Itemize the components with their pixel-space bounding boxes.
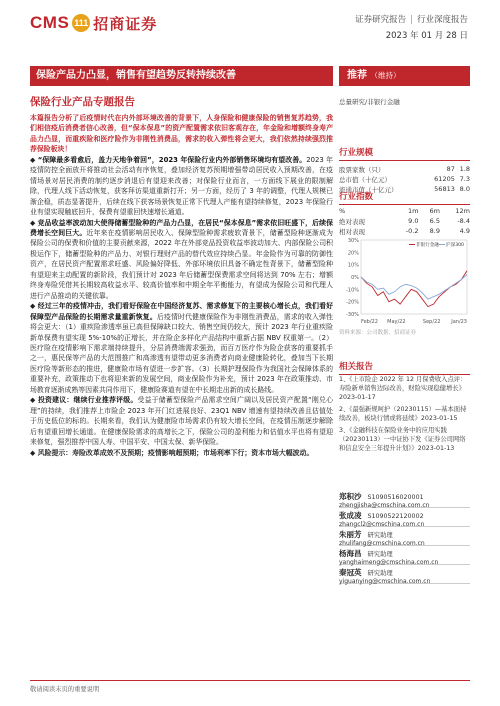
body-paragraph-2: ◆ 竞品收益率波动加大使得储蓄型险种的产品力凸显，在居民“保本保息”需求依旧旺盛下，后续保费增长空间巨大。近年来在疫情影响居民收入、保障型险种需求疲软背景下，储蓄型险种逐渐成为保险公司的保费和价值的主要贡献来源，2022 年在外部竞品投资收益率波动加大、内部保险公司积极运作下，储蓄型险种的产品力、对银行理财产品的替代效应持续凸显。年金险作为可靠的防御性资产，在居民资产配置需求旺盛、风险偏好降低、外部环境依旧具备不确定性背景下，储蓄型险种有望迎来主动配置的新阶段，我们预计对 2023 年后储蓄型保费需求空间将达到 70% 左右；增额终身寿险凭借其长期较高收益水平、较高价值率和中期全年平衡能力，有望成为保险公司和代理人进行产品推动的关键依靠。 <box>30 218 334 300</box>
chart-source: 资料来源：公司数据、招商证券 <box>339 330 417 336</box>
analyst-email[interactable]: yiguanying@cmschina.com.cn <box>339 578 431 585</box>
rating-badge <box>339 66 470 86</box>
perf-row: 绝对表现 9.0 6.5 -8.4 <box>339 217 470 226</box>
body-paragraph-3: ◆ 经过三年的疫情冲击，我们看好保险在中国经济复苏、需求修复下的主要核心增长点，我们看好保障型产品保险的长期需求量重新恢复。后疫情时代健康保险作为非刚性消费品，需求的收入弹性将会更大：（1）重疾险渗透率虽已高但保障缺口较大、销售空间仍较大，预计 2023 年行业重疾险新单保费有望实现 5%-10%的正增长，并在险企多样化产品结构中重新占据 NBV 权重第一。（2）医疗险在疫情影响下需求端持续提升，分层消费端需求强劲，而百万医疗作为险企获客的重要抓手之一，惠民保等产品的大范围推广和高渗透有望带动更多消费者向商业健康险转化，叠加当下长期医疗险等新形态的推进，健康险市场有望进一步扩容。（3）长期护理保险作为我国社会保障体系的重要补充，政策推动下也将迎来新的发展空间，商业保险作为补充，预计 2023 年在政策推动、市场教育逐渐成熟等因素共同作用下，健康险赛道有望在中长期走出新的成长路线。 <box>30 302 334 394</box>
scale-row: 股票家数（只） 87 1.8 <box>339 165 470 174</box>
doc-type-label: 证券研究报告 <box>355 15 407 25</box>
index-chart-svg <box>339 236 470 326</box>
perf-row: 相对表现 -0.2 8.9 4.9 <box>339 227 470 236</box>
risk-warning: ◆ 风险提示：寿险改革成效不及预期；疫情影响超预期；市场利率下行；资本市场大幅波动。 <box>30 448 314 457</box>
x-tick-label: May/22 <box>387 319 406 325</box>
perf-table <box>339 206 470 236</box>
brand-logo <box>30 12 157 34</box>
logo-badge-icon: 111 <box>72 14 90 32</box>
scale-row: 流通市值（十亿元） 56813 8.0 <box>339 185 470 194</box>
perf-header-row: % 1m 6m 12m <box>339 207 470 215</box>
x-tick-label: Feb/22 <box>361 319 378 325</box>
analyst-email[interactable]: zhangcl2@cmschina.com.cn <box>339 521 425 528</box>
sector-label: 总量研究/非银行金融 <box>339 98 400 106</box>
footer-divider <box>30 680 470 681</box>
paragraph-1-lead: “保障最多看愈后，盖力天地争着回”，2023 年保险行业内外部销售环境均有望改善。 <box>37 155 307 164</box>
body-paragraph-1: ◆ “保障最多看愈后，盖力天地争着回”，2023 年保险行业内外部销售环境均有望改善。2023 年疫情防控全面放开将推动社会活动有序恢复，叠加经济复苏预期增强带动居民收入预期改善，在疫情场景对居民消费的制约逐步消退后有望迎来改善；对保险行业而言，一方面线下展业的限制解除，代理人线下活动恢复，获客拜访渠道重新打开；另一方面，经历了 3 年的调整，代理人规模已渐企稳，质态显著提升，后续在线下获客场景恢复正常下代理人产能有望持续修复，2023 年保险行业有望实现触底回升，保费有望重回快速增长通道。 <box>30 155 333 217</box>
logo-cms-text: CMS <box>30 13 70 32</box>
analyst-entry: 张成凌 S1090522120002 zhangcl2@cmschina.com.cn <box>339 508 470 527</box>
rating-sub: （维持） <box>370 71 401 80</box>
x-tick-label: Sep/22 <box>422 319 441 325</box>
related-reports <box>339 375 470 456</box>
rating-label: 推荐 <box>347 70 367 81</box>
risk-label: 风险提示： <box>37 448 73 457</box>
footer-note: 敬请阅读末页的重要说明 <box>30 686 100 693</box>
logo-cn-text: 招商证券 <box>93 14 158 33</box>
main-body <box>30 113 333 458</box>
report-item[interactable]: 2、《最强新规呵护（20230115）—基本面持续改善，板块行情或将延续》2023-01-15 <box>339 406 467 422</box>
paragraph-4-text: 受益于储蓄型保险产品需求空间广阔以及居民资产配置“刚兑心理”的持续，我们推荐上市险企 2023 年开门红进展良好、23Q1 NBV 增速有望持续改善且估值处于历史低位的标的。长期来看，我们认为健康险市场需求仍有较大增长空间，在疫情压制逐步解除后有望重回增长通道。在健康保险需求的高增长之下，保险公司的盈利能力和估值水平也将有望迎来修复，强烈推荐中国人寿、中国平安、中国太保、新华保险。 <box>30 396 333 447</box>
y-tick-label: -10% <box>346 287 359 294</box>
analyst-email[interactable]: zhengjisha@cmschina.com.cn <box>339 502 430 509</box>
analyst-entry: 秦冠英 研究助理 yiguanying@cmschina.com.cn <box>339 565 470 584</box>
y-tick-label: 10% <box>347 262 359 269</box>
index-chart <box>339 236 470 326</box>
body-paragraph-4: ◆ 投资建议：继续行业推荐评级。受益于储蓄型保险产品需求空间广阔以及居民资产配置“刚兑心理”的持续，我们推荐上市险企 2023 年开门红进展良好、23Q1 NBV 增速有望持续改善且估值处于历史低位的标的。长期来看，我们认为健康险市场需求仍有较大增长空间，在疫情压制逐步解除后有望重回增长通道。在健康保险需求的高增长之下，保险公司的盈利能力和估值水平也将有望迎来修复，强烈推荐中国人寿、中国平安、中国太保、新华保险。 <box>30 396 333 447</box>
y-tick-label: 30% <box>347 238 359 244</box>
plot-frame <box>361 240 467 314</box>
paragraph-3-text: 后疫情时代健康保险作为非刚性消费品，需求的收入弹性将会更大：（1）重疾险渗透率虽已高但保障缺口较大、销售空间仍较大，预计 2023 年行业重疾险新单保费有望实现 5%-10%的正增长，并在险企多样化产品结构中重新占据 NBV 权重第一。（2）医疗险在疫情影响下需求端持续提升，分层消费端需求强劲，而百万医疗作为险企获客的重要抓手之一，惠民保等产品的大范围推广和高渗透有望带动更多消费者向商业健康险转化，叠加当下长期医疗险等新形态的推进，健康险市场有望进一步扩容。（3）长期护理保险作为我国社会保障体系的重要补充，政策推动下也将迎来新的发展空间，商业保险作为补充，预计 2023 年在政策推动、市场教育逐渐成熟等因素共同作用下，健康险赛道有望在中长期走出新的成长路线。 <box>30 312 334 394</box>
report-date: 2023 年 01 月 28 日 <box>385 31 468 41</box>
analyst-entry: 朱丽芳 研究助理 zhulifang@cmschina.com.cn <box>339 527 470 546</box>
doc-subtype-label: 行业深度报告 <box>416 15 468 25</box>
risk-text: 寿险改革成效不及预期；疫情影响超预期；市场利率下行；资本市场大幅波动。 <box>72 448 314 457</box>
report-subtitle: 保险行业产品专题报告 <box>30 96 135 108</box>
paragraph-2-text: 近年来在疫情影响居民收入、保障型险种需求疲软背景下，储蓄型险种逐渐成为保险公司的保费和价值的主要贡献来源，2022 年在外部竞品投资收益率波动加大、内部保险公司积极运作下，储蓄型险种的产品力、对银行理财产品的替代效应持续凸显。年金险作为可靠的防御性资产，在居民资产配置需求旺盛、风险偏好降低、外部环境依旧具备不确定性背景下，储蓄型险种有望迎来主动配置的新阶段，我们预计对 2023 年后储蓄型保费需求空间将达到 70% 左右；增额终身寿险凭借其长期较高收益水平、较高价值率和中期全年平衡能力，有望成为保险公司和代理人进行产品推动的关键依靠。 <box>30 228 334 300</box>
reports-heading: 相关报告 <box>339 360 470 375</box>
scale-row: 总市值（十亿元） 61205 7.3 <box>339 175 470 184</box>
scale-heading: 行业规模 <box>339 146 470 161</box>
y-tick-label: 20% <box>347 250 359 257</box>
analyst-list <box>339 489 470 584</box>
analyst-email[interactable]: zhulifang@cmschina.com.cn <box>339 540 425 547</box>
paragraph-3-lead: 经过三年的疫情冲击，我们看好保险在中国经济复苏、需求修复下的主要核心增长点，我们看好保障型产品保险的长期需求量重新恢复。 <box>30 302 333 321</box>
paragraph-1-text: 2023 年疫情防控全面放开将推动社会活动有序恢复，叠加经济复苏预期增强带动居民收入预期改善，在疫情场景对居民消费的制约逐步消退后有望迎来改善；对保险行业而言，一方面线下展业的限制解除，代理人线下活动恢复，获客拜访渠道重新打开；另一方面，经历了 3 年的调整，代理人规模已渐企稳，质态显著提升，后续在线下获客场景恢复正常下代理人产能有望持续修复，2023 年保险行业有望实现触底回升，保费有望重回快速增长通道。 <box>30 155 333 217</box>
perf-heading: 行业指数 <box>339 190 470 205</box>
analyst-email[interactable]: yanghaimeng@cmschina.com.cn <box>339 559 439 566</box>
report-item[interactable]: 3、《金融科技在保险业务中的应用实践（20230113）一中证协下发《证券公司网络和信息安全三年提升计划》》2023-01-13 <box>339 427 466 452</box>
paragraph-2-lead: 竞品收益率波动加大使得储蓄型险种的产品力凸显，在居民“保本保息”需求依旧旺盛下，后续保费增长空间巨大。 <box>30 218 333 237</box>
y-tick-label: -20% <box>346 299 359 306</box>
series-line <box>361 275 467 300</box>
doc-type: 证券研究报告 | 行业深度报告 <box>355 15 468 25</box>
paragraph-4-lead: 投资建议：继续行业推荐评级。 <box>37 396 138 405</box>
analyst-entry: 杨海昌 研究助理 yanghaimeng@cmschina.com.cn <box>339 546 470 565</box>
legend-label: 沪深300 <box>446 243 464 248</box>
y-tick-label: 0% <box>351 275 359 281</box>
report-item[interactable]: 1、《上市险企 2022 年 12 月保费收入点评：寿险新单销售边际改善，财险实现稳健增长》2023-01-17 <box>339 376 467 401</box>
y-tick-label: -30% <box>346 312 359 318</box>
analyst-entry: 郑积沙 S1090516020001 zhengjisha@cmschina.com.cn <box>339 489 470 508</box>
report-title: 保险产品力凸显，销售有望趋势反转持续改善 <box>30 66 333 86</box>
legend-label: 非银行金融 <box>416 243 439 248</box>
abstract: 本篇报告分析了后疫情时代在内外部环境改善的背景下，人身保险和健康保险的销售复苏趋势，我们相信疫后消费者信心改善，但“保本保息”的资产配置需求依旧客观存在，年金险和增额终身寿产品力凸显，而重疾险和医疗险作为非刚性消费品，需求的收入弹性将会更大，我们依然持续强烈推荐保险板块！ <box>30 114 333 154</box>
x-tick-label: Jan/23 <box>451 319 467 325</box>
